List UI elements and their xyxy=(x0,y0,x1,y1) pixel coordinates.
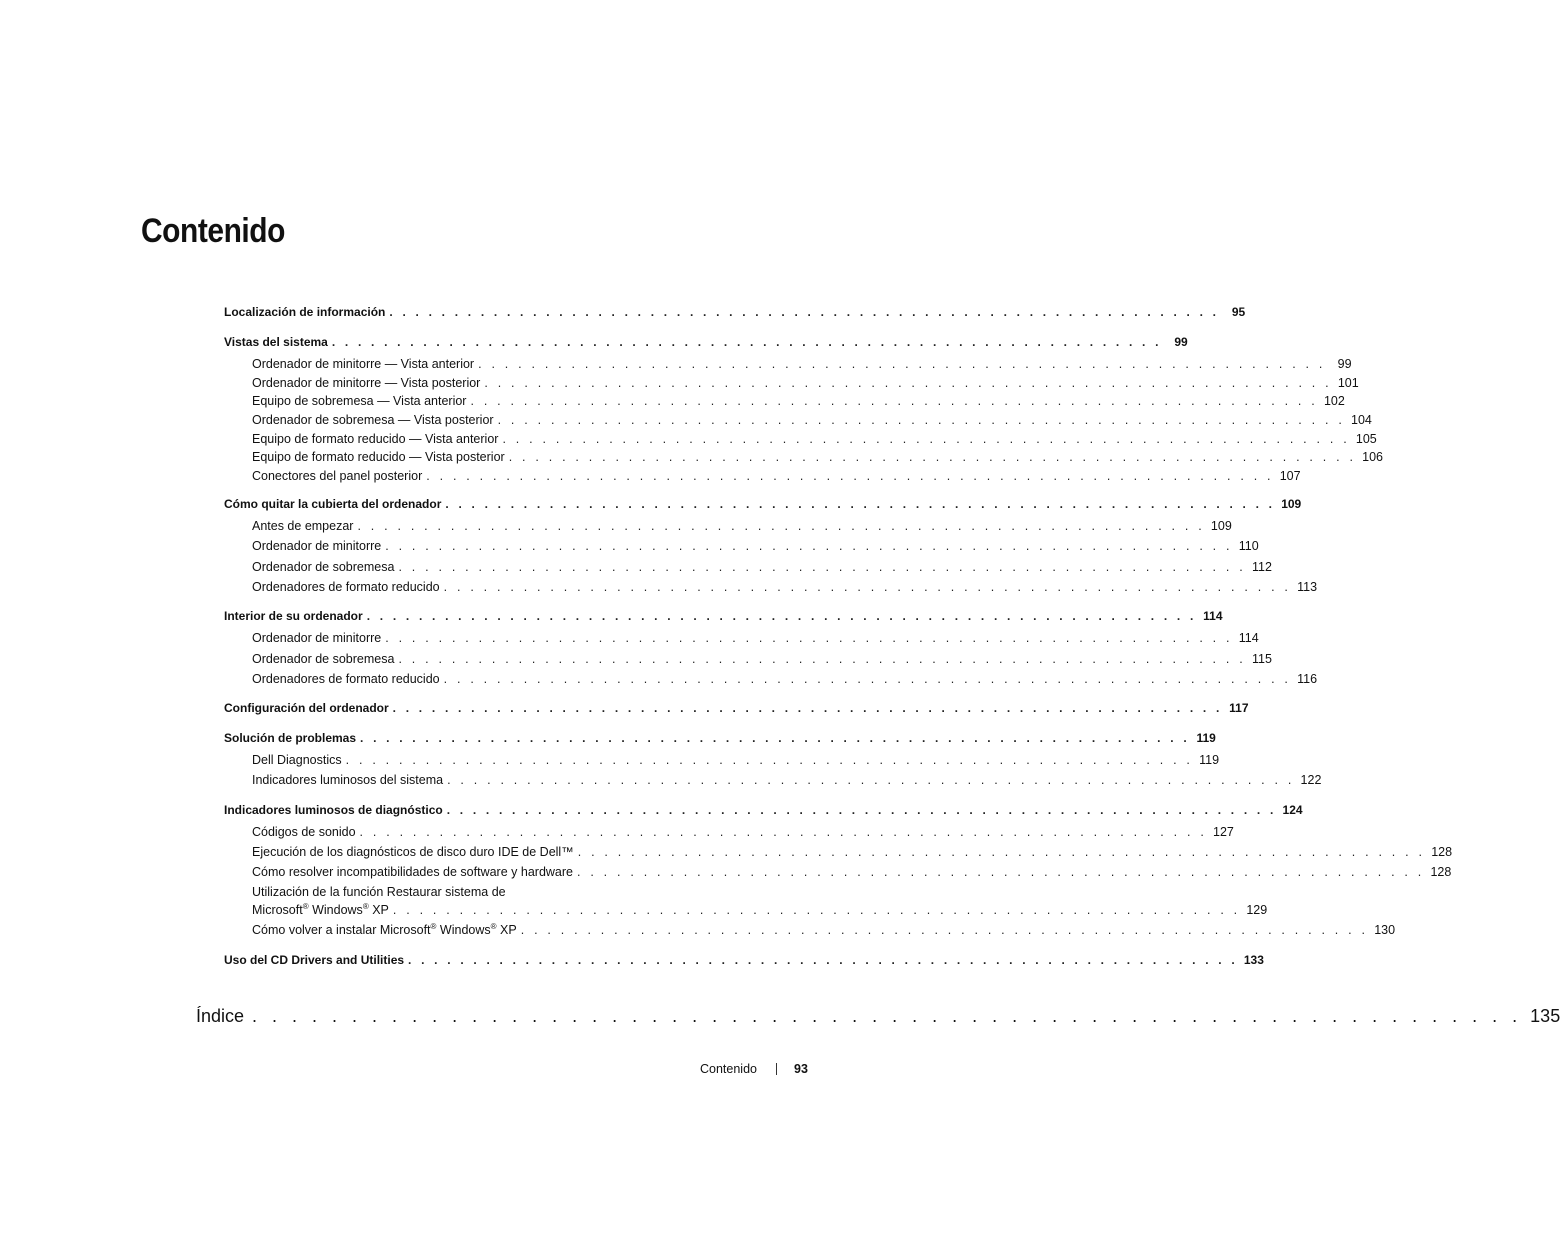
leader-dots: . . . . . . . . . . . . . . . . . . . . . . . . . . . . . . . . . . . . . . . . . . . . . . . . . . . . . . . . . . . . . . . . xyxy=(445,497,1276,511)
toc-entry-page: 113 xyxy=(1297,580,1318,594)
toc-subentry[interactable] xyxy=(252,651,1272,667)
toc-subentry[interactable] xyxy=(252,538,1259,554)
toc-entry-title: Ordenador de sobremesa — Vista posterior xyxy=(252,413,494,427)
toc-entry-title: Localización de información xyxy=(224,305,386,319)
toc-entry-page: 114 xyxy=(1203,609,1223,623)
toc-entry-page: 105 xyxy=(1355,432,1377,446)
toc-entry-page: 116 xyxy=(1297,672,1318,686)
toc-subentry[interactable] xyxy=(252,356,1352,372)
leader-dots: . . . . . . . . . . . . . . . . . . . . . . . . . . . . . . . . . . . . . . . . . . . . . . . . . . . . . . . . . . . . . . . . xyxy=(392,903,1241,917)
toc-entry-title: Uso del CD Drivers and Utilities xyxy=(224,953,405,967)
brand-windows: Windows xyxy=(439,923,491,937)
toc-entry-page: 124 xyxy=(1282,803,1303,817)
brand-xp: XP xyxy=(500,923,517,937)
toc-entry[interactable] xyxy=(224,730,1216,746)
toc-subentry[interactable] xyxy=(252,449,1384,465)
toc-subentry[interactable] xyxy=(252,921,1396,938)
toc-entry-title: Ordenador de sobremesa xyxy=(252,560,395,574)
leader-dots: . . . . . . . . . . . . . . . . . . . . . . . . . . . . . . . . . . . . . . . . . . . . . . . . . . . . . . . . . . . . . . . . xyxy=(331,335,1162,349)
leader-dots: . . . . . . . . . . . . . . . . . . . . . . . . . . . . . . . . . . . . . . . . . . . . . . . . . . . . . . . . . . . . . . . . xyxy=(484,376,1332,390)
leader-dots: . . . . . . . . . . . . . . . . . . . . . . . . . . . . . . . . . . . . . . . . . . . . . . . . . . . . . . . . . . . . . . . . xyxy=(502,432,1350,446)
brand-windows: Windows xyxy=(312,903,363,917)
leader-dots: . . . . . . . . . . . . . . . . . . . . . . . . . . . . . . . . . . . . . . . . . . . . . . . . . . . . . . . . . . . . . . . . xyxy=(426,469,1274,483)
toc-entry-page: 109 xyxy=(1281,497,1302,511)
toc-entry-title: Indicadores luminosos del sistema xyxy=(252,773,444,787)
leader-dots: . . . . . . . . . . . . . . . . . . . . . . . . . . . . . . . . . . . . . . . . . . . . . . . . . . . . . . . . . . . . . . . . xyxy=(446,803,1277,817)
toc-entry[interactable] xyxy=(224,304,1246,320)
toc-subentry[interactable] xyxy=(252,844,1453,860)
toc-entry-page: 133 xyxy=(1243,953,1264,967)
registered-mark: ® xyxy=(302,901,309,911)
toc-entry-title: Ordenadores de formato reducido xyxy=(252,580,440,594)
leader-dots: . . . . . . . . . . . . . . . . . . . . . . . . . . . . . . . . . . . . . . . . . . . . . . . . . . . . . . . . . . . . . . . . xyxy=(385,631,1233,645)
toc-entry-page: 107 xyxy=(1279,469,1301,483)
leader-dots: . . . . . . . . . . . . . . . . . . . . . . . . . . . . . . . . . . . . . . . . . . . . . . . . . . . . . . . . . . . . . . . . xyxy=(398,560,1246,574)
leader-dots: . . . . . . . . . . . . . . . . . . . . . . . . . . . . . . . . . . . . . . . . . . . . . . . . . . . . . . . . . . . . . . . . xyxy=(398,652,1246,666)
toc-entry-page: 95 xyxy=(1231,305,1246,319)
toc-subentry[interactable] xyxy=(252,901,1268,918)
toc-entry-title: Ordenadores de formato reducido xyxy=(252,672,440,686)
footer-page-number: 93 xyxy=(794,1062,808,1076)
toc-subentry[interactable] xyxy=(252,375,1359,391)
brand-microsoft: Microsoft xyxy=(252,903,303,917)
toc-entry-page: 115 xyxy=(1251,652,1272,666)
leader-dots: . . . . . . . . . . . . . . . . . . . . . . . . . . . . . . . . . . . . . . . . . . . . . . . . . . . . . . . . . . . . . . . . xyxy=(392,701,1223,715)
toc-entry-page: 127 xyxy=(1213,825,1234,839)
page-title: Contenido xyxy=(141,212,285,250)
toc-subentry[interactable] xyxy=(252,579,1318,595)
footer-divider xyxy=(776,1063,777,1075)
toc-subentry[interactable] xyxy=(252,412,1372,428)
brand-xp: XP xyxy=(372,903,389,917)
toc-entry-page: 128 xyxy=(1430,865,1452,879)
toc-subentry-first-line[interactable]: Utilización de la función Restaurar sistema de xyxy=(252,885,506,899)
toc-entry-title: Ordenador de minitorre xyxy=(252,539,382,553)
toc-entry-page: 114 xyxy=(1238,631,1259,645)
footer-section: Contenido xyxy=(700,1062,757,1076)
toc-subentry[interactable] xyxy=(252,824,1234,840)
toc-subentry[interactable] xyxy=(252,864,1452,880)
toc-entry-title: Códigos de sonido xyxy=(252,825,356,839)
toc-entry-page: 109 xyxy=(1210,519,1232,533)
toc-subentry[interactable] xyxy=(252,752,1220,768)
toc-entry-title: Equipo de formato reducido — Vista posterior xyxy=(252,450,505,464)
toc-entry-title: Conectores del panel posterior xyxy=(252,469,423,483)
toc-entry-title xyxy=(252,902,389,918)
toc-subentry[interactable] xyxy=(252,772,1322,788)
index-page: 135 xyxy=(1530,1006,1560,1026)
toc-entry-page: 119 xyxy=(1199,753,1220,767)
toc-entry-page: 110 xyxy=(1238,539,1259,553)
toc-entry-title: Configuración del ordenador xyxy=(224,701,389,715)
toc-entry-title: Cómo resolver incompatibilidades de software y hardware xyxy=(252,865,573,879)
toc-entry-page: 122 xyxy=(1300,773,1322,787)
leader-dots: . . . . . . . . . . . . . . . . . . . . . . . . . . . . . . . . . . . . . . . . . . . . . . . . . . . . . . . . . . . . . . . . xyxy=(360,731,1190,745)
toc-subentry[interactable] xyxy=(252,393,1345,409)
toc-entry-title: Ordenador de minitorre — Vista anterior xyxy=(252,357,475,371)
toc-entry[interactable] xyxy=(224,952,1264,968)
leader-dots: . . . . . . . . . . . . . . . . . . . . . . . . . . . . . . . . . . . . . . . . . . . . . . . . . . . . . . . . . . . . . . . . xyxy=(576,865,1425,879)
toc-entry-title: Ordenador de minitorre xyxy=(252,631,382,645)
toc-subentry[interactable] xyxy=(252,518,1232,534)
toc-entry[interactable] xyxy=(224,608,1223,624)
index-title: Índice xyxy=(196,1006,245,1026)
toc-entry-page: 128 xyxy=(1431,845,1453,859)
entry-text: Cómo volver a instalar Microsoft xyxy=(252,923,431,937)
toc-entry-title: Vistas del sistema xyxy=(224,335,328,349)
leader-dots: . . . . . . . . . . . . . . . . . . . . . . . . . . . . . . . . . . . . . . . . . . . . . . . . . . . . . . . . . . . . . . . . xyxy=(252,1006,1523,1026)
toc-entry[interactable] xyxy=(224,700,1249,716)
leader-dots: . . . . . . . . . . . . . . . . . . . . . . . . . . . . . . . . . . . . . . . . . . . . . . . . . . . . . . . . . . . . . . . . xyxy=(359,825,1208,839)
toc-entry-page: 99 xyxy=(1174,335,1188,349)
leader-dots: . . . . . . . . . . . . . . . . . . . . . . . . . . . . . . . . . . . . . . . . . . . . . . . . . . . . . . . . . . . . . . . . xyxy=(408,953,1238,967)
leader-dots: . . . . . . . . . . . . . . . . . . . . . . . . . . . . . . . . . . . . . . . . . . . . . . . . . . . . . . . . . . . . . . . . xyxy=(366,609,1197,623)
toc-entry-title: Ejecución de los diagnósticos de disco duro IDE de Dell™ xyxy=(252,845,574,859)
toc-entry-title: Ordenador de sobremesa xyxy=(252,652,395,666)
toc-entry-title: Equipo de formato reducido — Vista anterior xyxy=(252,432,499,446)
toc-entry-page: 104 xyxy=(1351,413,1372,427)
leader-dots: . . . . . . . . . . . . . . . . . . . . . . . . . . . . . . . . . . . . . . . . . . . . . . . . . . . . . . . . . . . . . . . . xyxy=(447,773,1295,787)
toc-entry[interactable] xyxy=(224,496,1302,512)
leader-dots: . . . . . . . . . . . . . . . . . . . . . . . . . . . . . . . . . . . . . . . . . . . . . . . . . . . . . . . . . . . . . . . . xyxy=(577,845,1426,859)
leader-dots: . . . . . . . . . . . . . . . . . . . . . . . . . . . . . . . . . . . . . . . . . . . . . . . . . . . . . . . . . . . . . . . . xyxy=(470,394,1318,408)
toc-subentry[interactable] xyxy=(252,468,1301,484)
leader-dots: . . . . . . . . . . . . . . . . . . . . . . . . . . . . . . . . . . . . . . . . . . . . . . . . . . . . . . . . . . . . . . . . xyxy=(443,672,1292,686)
toc-entry-title: Cómo quitar la cubierta del ordenador xyxy=(224,497,442,511)
toc-entry-title: Solución de problemas xyxy=(224,731,357,745)
registered-mark: ® xyxy=(490,921,497,931)
toc-entry-page: 99 xyxy=(1337,357,1352,371)
toc-subentry[interactable] xyxy=(252,630,1259,646)
leader-dots: . . . . . . . . . . . . . . . . . . . . . . . . . . . . . . . . . . . . . . . . . . . . . . . . . . . . . . . . . . . . . . . . xyxy=(345,753,1194,767)
toc-entry-title xyxy=(252,922,517,938)
toc-index-entry[interactable] xyxy=(196,1006,1560,1027)
toc-entry-title: Interior de su ordenador xyxy=(224,609,363,623)
toc-subentry[interactable] xyxy=(252,559,1272,575)
toc-entry-page: 106 xyxy=(1362,450,1384,464)
leader-dots: . . . . . . . . . . . . . . . . . . . . . . . . . . . . . . . . . . . . . . . . . . . . . . . . . . . . . . . . . . . . . . . . xyxy=(385,539,1233,553)
registered-mark: ® xyxy=(430,921,437,931)
leader-dots: . . . . . . . . . . . . . . . . . . . . . . . . . . . . . . . . . . . . . . . . . . . . . . . . . . . . . . . . . . . . . . . . xyxy=(520,923,1369,937)
leader-dots: . . . . . . . . . . . . . . . . . . . . . . . . . . . . . . . . . . . . . . . . . . . . . . . . . . . . . . . . . . . . . . . . xyxy=(497,413,1346,427)
toc-subentry[interactable] xyxy=(252,671,1318,687)
leader-dots: . . . . . . . . . . . . . . . . . . . . . . . . . . . . . . . . . . . . . . . . . . . . . . . . . . . . . . . . . . . . . . . . xyxy=(443,580,1292,594)
toc-entry-page: 102 xyxy=(1323,394,1345,408)
leader-dots: . . . . . . . . . . . . . . . . . . . . . . . . . . . . . . . . . . . . . . . . . . . . . . . . . . . . . . . . . . . . . . . . xyxy=(508,450,1357,464)
toc-entry-page: 130 xyxy=(1374,923,1396,937)
toc-entry-page: 119 xyxy=(1196,731,1216,745)
toc-entry-title: Ordenador de minitorre — Vista posterior xyxy=(252,376,481,390)
toc-entry-page: 101 xyxy=(1337,376,1359,390)
registered-mark: ® xyxy=(362,901,369,911)
leader-dots: . . . . . . . . . . . . . . . . . . . . . . . . . . . . . . . . . . . . . . . . . . . . . . . . . . . . . . . . . . . . . . . . xyxy=(478,357,1326,371)
leader-dots: . . . . . . . . . . . . . . . . . . . . . . . . . . . . . . . . . . . . . . . . . . . . . . . . . . . . . . . . . . . . . . . . xyxy=(389,305,1220,319)
toc-entry-title: Antes de empezar xyxy=(252,519,354,533)
toc-entry-title: Indicadores luminosos de diagnóstico xyxy=(224,803,443,817)
leader-dots: . . . . . . . . . . . . . . . . . . . . . . . . . . . . . . . . . . . . . . . . . . . . . . . . . . . . . . . . . . . . . . . . xyxy=(357,519,1205,533)
toc-entry-page: 112 xyxy=(1251,560,1272,574)
toc-entry[interactable] xyxy=(224,802,1303,818)
toc-entry-page: 129 xyxy=(1246,903,1268,917)
toc-entry-title: Dell Diagnostics xyxy=(252,753,342,767)
toc-entry-page: 117 xyxy=(1229,701,1249,715)
toc-entry-title: Equipo de sobremesa — Vista anterior xyxy=(252,394,467,408)
toc-subentry[interactable] xyxy=(252,431,1377,447)
page-footer xyxy=(700,1062,814,1076)
toc-entry[interactable] xyxy=(224,334,1188,350)
